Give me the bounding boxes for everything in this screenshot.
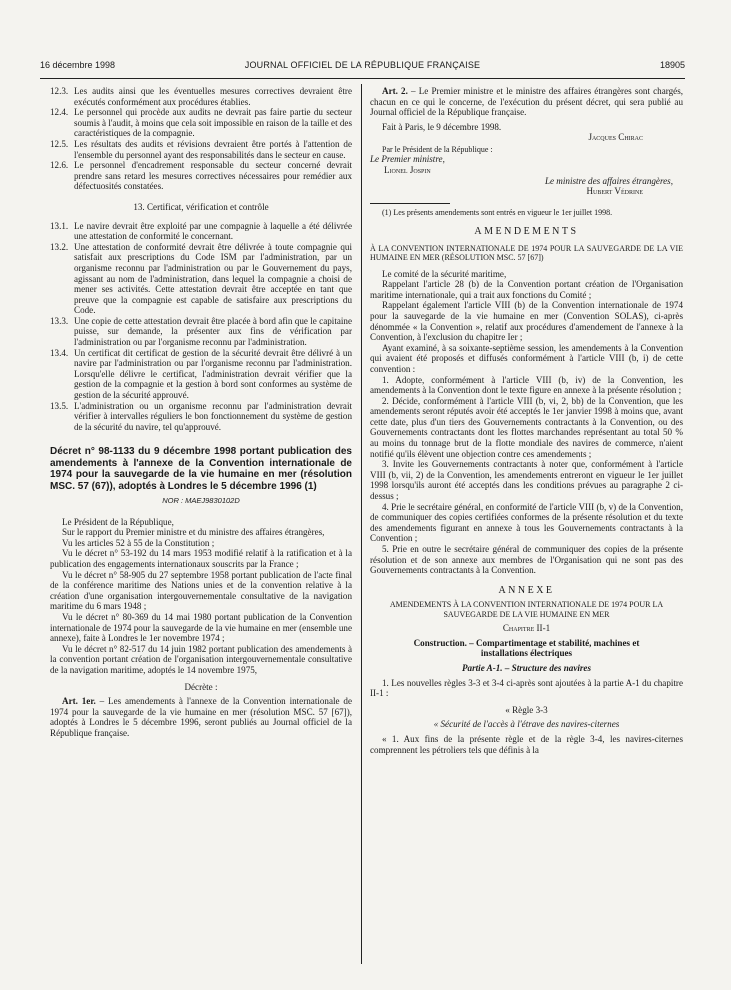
section-13-title: 13. Certificat, vérification et contrôle <box>133 201 269 212</box>
rule-heading: « Règle 3-3 <box>505 704 548 715</box>
paragraph: « 1. Aux fins de la présente règle et de la règle 3-4, les navires-citernes comprennent les pétroliers tels que définis à la <box>370 733 683 755</box>
paragraph: Vu le décret n° 53-192 du 14 mars 1953 modifié relatif à la ratification et à la publication des engagements internationaux souscrits par la France ; <box>50 548 352 569</box>
paragraph: Vu le décret n° 82-517 du 14 juin 1982 portant publication des amendements à la convention portant création de l'organisation intergouvernementale consultative de la navigation maritime, adoptés le 14 novembre 1975, <box>50 643 352 675</box>
list-item: 12.5. Les résultats des audits et révisions devraient être portés à l'attention de l'ensemble du personnel ayant des responsabilités dans le secteur en cause. <box>50 138 352 160</box>
list-item: 13.1. Le navire devrait être exploité par une compagnie à laquelle a été délivrée une attestation de conformité le concernant. <box>50 220 352 242</box>
part-heading: Partie A-1. – Structure des navires <box>462 662 591 673</box>
paragraph: Rappelant l'article 28 (b) de la Convention portant création de l'Organisation maritime internationale, qui a trait aux fonctions du Comité ; <box>370 279 683 300</box>
paragraph: Sur le rapport du Premier ministre et du ministre des affaires étrangères, <box>62 527 325 538</box>
decrete-label: Décrète : <box>184 681 218 692</box>
paragraph: 5. Prie en outre le secrétaire général de communiquer des copies de la présente résolution et de son annexe aux membres de l'Organisation qui ne sont pas des Gouvernements contractants à la Convention. <box>370 544 683 576</box>
pm-name: Lionel Jospin <box>384 164 431 175</box>
list-item: 13.2. Une attestation de conformité devrait être délivrée à toute compagnie qui satisfait aux prescriptions du Code ISM par l'administration, par un organisme reconnu par l'administration ou par le Gouvernement du pays, agissant au nom de l'administration, dans lequel la compagnie a choisi de mener ses activités. Cette attestation devrait être acceptée en tant que preuve que la compagnie est capable de satisfaire aux prescriptions du Code. <box>50 241 352 316</box>
header-rule <box>40 78 685 79</box>
amendements-subtitle: À LA CONVENTION INTERNATIONALE DE 1974 POUR LA SAUVEGARDE DE LA VIE HUMAINE EN MER (RÉSOLUTION MSC. 57 [67]) <box>370 243 683 263</box>
paragraph: Le Président de la République, <box>62 516 174 527</box>
annexe-title: ANNEXE <box>498 584 555 596</box>
construction-heading: Construction. – Compartimentage et stabilité, machines et installations électriques <box>413 637 640 659</box>
pm-title: Le Premier ministre, <box>370 154 445 165</box>
nor-reference: NOR : MAEJ9830102D <box>162 496 240 506</box>
signature-president: Jacques Chirac <box>588 132 643 143</box>
paragraph: 2. Décide, conformément à l'article VIII (b, vi, 2, bb) de la Convention, que les amendements seront réputés avoir été acceptés le 1er janvier 1998 à moins que, avant cette date, plus d'un tiers des Gouvernements contractants à la Convention, ou des Gouvernements contractants dont les flottes marchandes représentant au total 50 % au moins du tonnage brut de la flotte mondiale des navires de commerce, n'aient notifié qu'ils élèvent une objection contre ces amendements ; <box>370 395 683 459</box>
article-1: Art. 1er. – Les amendements à l'annexe de la Convention internationale de 1974 pour la sauvegarde de la vie humaine en mer (résolution MSC. 57 [67]), adoptés à Londres le 5 décembre 1996, seront publiés au Journal officiel de la République française. <box>50 696 352 738</box>
list-item: 12.6. Le personnel d'encadrement responsable du secteur concerné devrait prendre sans retard les mesures correctives nécessaires pour remédier aux défectuosités constatées. <box>50 160 352 192</box>
paragraph: Ayant examiné, à sa soixante-septième session, les amendements à la Convention qui avaient été proposés et diffusés conformément à l'article VIII (b, i) de cette convention : <box>370 342 683 374</box>
paragraph: Rappelant également l'article VIII (b) de la Convention internationale de 1974 pour la sauvegarde de la vie humaine en mer (Convention SOLAS), ci-après dénommée « la Convention », relatif aux procédures d'amendement de l'annexe à la Convention, à l'exclusion du chapitre Ier ; <box>370 300 683 343</box>
paragraph: Vu le décret n° 80-369 du 14 mai 1980 portant publication de la Convention internationale de 1974 pour la sauvegarde de la vie humaine en mer (ensemble une annexe), faite à Londres le 1er novembre 1974 ; <box>50 611 352 644</box>
chapter-title: Chapitre II-1 <box>502 623 551 634</box>
paragraph: 3. Invite les Gouvernements contractants à noter que, conformément à l'article VIII (b, vii, 2) de la Convention, les amendements entreront en vigueur le 1er juillet 1998 lorsqu'ils auront été acceptés dans les conditions prévues au paragraphe 2 ci-dessus ; <box>370 459 683 502</box>
paragraph: Le comité de la sécurité maritime, <box>382 268 507 279</box>
paragraph: Vu le décret n° 58-905 du 27 septembre 1958 portant publication de l'acte final de la conférence maritime des Nations unies et de la convention relative à la création d'une organisation intergouvernementale consultative de la navigation maritime du 6 mars 1948 ; <box>50 569 352 612</box>
by-president: Par le Président de la République : <box>382 144 493 154</box>
decree-title: Décret n° 98-1133 du 9 décembre 1998 portant publication des amendements à l'annexe de la Convention internationale de 1974 pour la sauvegarde de la vie humaine en mer (résolution MSC. 57 (67)), adoptés à Londres le 5 décembre 1996 (1) <box>50 446 352 492</box>
right-column <box>370 86 683 755</box>
list-item: 12.4. Le personnel qui procède aux audits ne devrait pas faire partie du secteur soumis à l'audit, à moins que cela soit impossible en raison de la taille et des caractéristiques de la compagnie. <box>50 107 352 139</box>
list-item: 13.3. Une copie de cette attestation devrait être placée à bord afin que le capitaine puisse, sur demande, la présenter aux fins de vérification par l'administration ou par l'organisme reconnu par l'administration. <box>50 315 352 348</box>
paragraph: 1. Adopte, conformément à l'article VIII (b, iv) de la Convention, les amendements à la Convention dont le texte figure en annexe à la présente résolution ; <box>370 374 683 396</box>
footnote: (1) Les présents amendements sont entrés en vigueur le 1er juillet 1998. <box>382 207 613 217</box>
paragraph: 1. Les nouvelles règles 3-3 et 3-4 ci-après sont ajoutées à la partie A-1 du chapitre II-1 : <box>370 677 683 699</box>
amendements-title: AMENDEMENTS <box>474 226 579 238</box>
paragraph: Vu les articles 52 à 55 de la Constitution ; <box>62 537 215 548</box>
done-at: Fait à Paris, le 9 décembre 1998. <box>382 121 502 132</box>
list-item: 13.4. Un certificat dit certificat de gestion de la sécurité devrait être délivré à un navire par l'administration ou par l'organisme reconnu par l'administration. Lorsqu'elle délivre le certificat, l'administration devrait vérifier que la gestion de la compagnie et la gestion à bord sont conformes au système de gestion de la sécurité approuvé. <box>50 347 352 401</box>
rule-subheading: « Sécurité de l'accès à l'étrave des navires-citernes <box>433 719 620 730</box>
column-divider <box>361 84 362 964</box>
annexe-subtitle: AMENDEMENTS À LA CONVENTION INTERNATIONALE DE 1974 POUR LA SAUVEGARDE DE LA VIE HUMAINE EN MER <box>389 600 664 619</box>
page-header <box>40 60 685 74</box>
article-2: Art. 2. – Le Premier ministre et le ministre des affaires étrangères sont chargés, chacun en ce qui le concerne, de l'exécution du présent décret, qui sera publié au Journal officiel de la République française. <box>370 86 684 118</box>
header-date: 16 décembre 1998 <box>40 60 116 70</box>
list-item: 12.3. Les audits ainsi que les éventuelles mesures correctives devraient être exécutés conformément aux procédures établies. <box>50 86 352 107</box>
mae-name: Hubert Védrine <box>586 186 643 197</box>
left-column <box>50 86 352 739</box>
footnote-rule <box>370 203 450 204</box>
paragraph: 4. Prie le secrétaire général, en conformité de l'article VIII (b, v) de la Convention, de communiquer des copies certifiées conformes de la présente résolution et du texte des amendements figurant en annexe à tous les Gouvernements contractants à la Convention ; <box>370 501 683 544</box>
header-page-number: 18905 <box>659 60 685 70</box>
mae-title: Le ministre des affaires étrangères, <box>544 175 673 186</box>
list-item: 13.5. L'administration ou un organisme reconnu par l'administration devrait vérifier à intervalles réguliers le bon fonctionnement du système de gestion de la sécurité du navire, tel qu'approuvé. <box>50 400 352 432</box>
header-journal: JOURNAL OFFICIEL DE LA RÉPUBLIQUE FRANÇAISE <box>244 60 481 70</box>
